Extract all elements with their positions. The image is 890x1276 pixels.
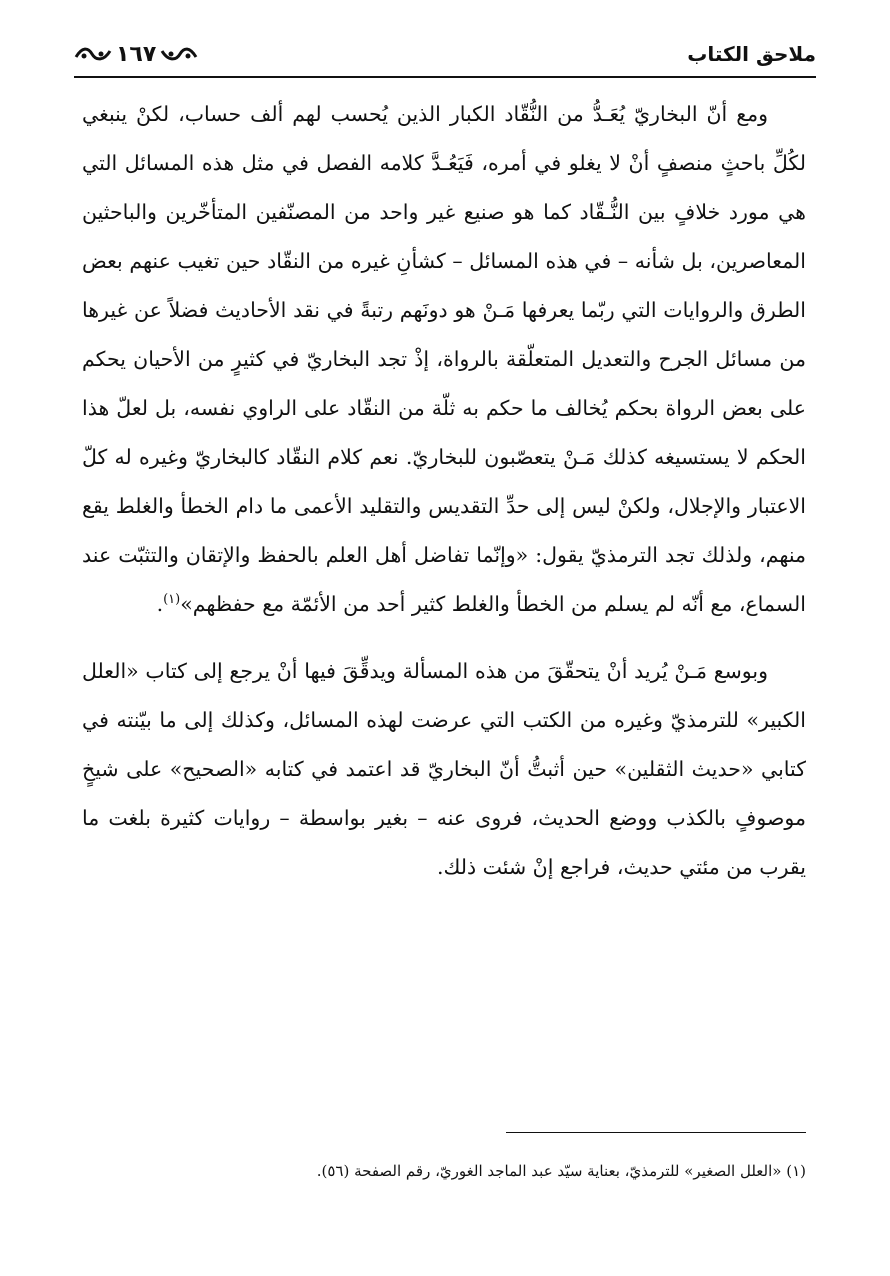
page-number-box <box>74 42 198 67</box>
running-title: ملاحق الكتاب <box>687 42 816 66</box>
main-text <box>82 90 806 892</box>
paragraph-1 <box>82 90 806 629</box>
left-ornament-icon <box>74 45 112 63</box>
paragraph-1-text: ومع أنّ البخاريّ يُعَـدُّ من النُّقّاد الكبار الذين يُحسب لهم ألف حساب، لكنْ ينبغي لكُلِّ باحثٍ منصفٍ أنْ لا يغلو في أمره، فَيَعُـدَّ كلامه الفصل في مثل هذه المسائل التي هي مورد خلافٍ بين النُّـقّاد كما هو صنيع غير واحد من المصنّفين المتأخّرين والباحثين المعاصرين، بل شأنه – في هذه المسائل – كشأنِ غيره من النقّاد حين تغيب عنهم بعض الطرق والروايات التي ربّما يعرفها مَـنْ هو دونَهم رتبةً في نقد الأحاديث فضلاً عن غيرها من مسائل الجرح والتعديل المتعلّقة بالرواة، إذْ تجد البخاريّ في كثيرٍ من الأحيان يحكم على بعض الرواة بحكم يُخالف ما حكم به ثلّة من النقّاد على الراوي نفسه، بل لعلّ هذا الحكم لا يستسيغه كذلك مَـنْ يتعصّبون للبخاريّ. نعم كلام النقّاد كالبخاريّ وغيره له كلّ الاعتبار والإجلال، ولكنْ ليس إلى حدِّ التقديس والتقليد الأعمى ما دام الخطأ والغلط يقع منهم، ولذلك تجد الترمذيّ يقول: «وإنّما تفاضل أهل العلم بالحفظ والإتقان والتثبّت عند السماع، مع أنّه لم يسلم من الخطأ والغلط كثير أحد من الأئمّة مع حفظهم» <box>82 102 807 616</box>
footnote: (١) «العلل الصغير» للترمذيّ، بعناية سيّد عبد الماجد الغوريّ، رقم الصفحة (٥٦). <box>316 1162 806 1180</box>
paragraph-2-text: وبوسع مَـنْ يُريد أنْ يتحقّقَ من هذه المسألة ويدقِّقَ فيها أنْ يرجع إلى كتاب «العلل الكبير» للترمذيّ وغيره من الكتب التي عرضت لهذه المسائل، وكذلك إلى ما بيّنته في كتابي «حديث الثقلين» حين أثبتُّ أنّ البخاريّ قد اعتمد في كتابه «الصحيح» على شيخٍ موصوفٍ بالكذب ووضع الحديث، فروى عنه – بغير بواسطة – روايات كثيرة بلغت ما يقرب من مئتي حديث، فراجع إنْ شئت ذلك. <box>82 659 807 879</box>
paragraph-1-tail: . <box>156 592 164 616</box>
page-number: ١٦٧ <box>116 41 157 67</box>
page-header <box>74 34 816 74</box>
paragraph-2 <box>82 647 806 892</box>
footnote-rule <box>506 1132 806 1133</box>
header-rule <box>74 76 816 78</box>
footnote-reference: (١) <box>163 592 181 608</box>
right-ornament-icon <box>160 45 198 63</box>
